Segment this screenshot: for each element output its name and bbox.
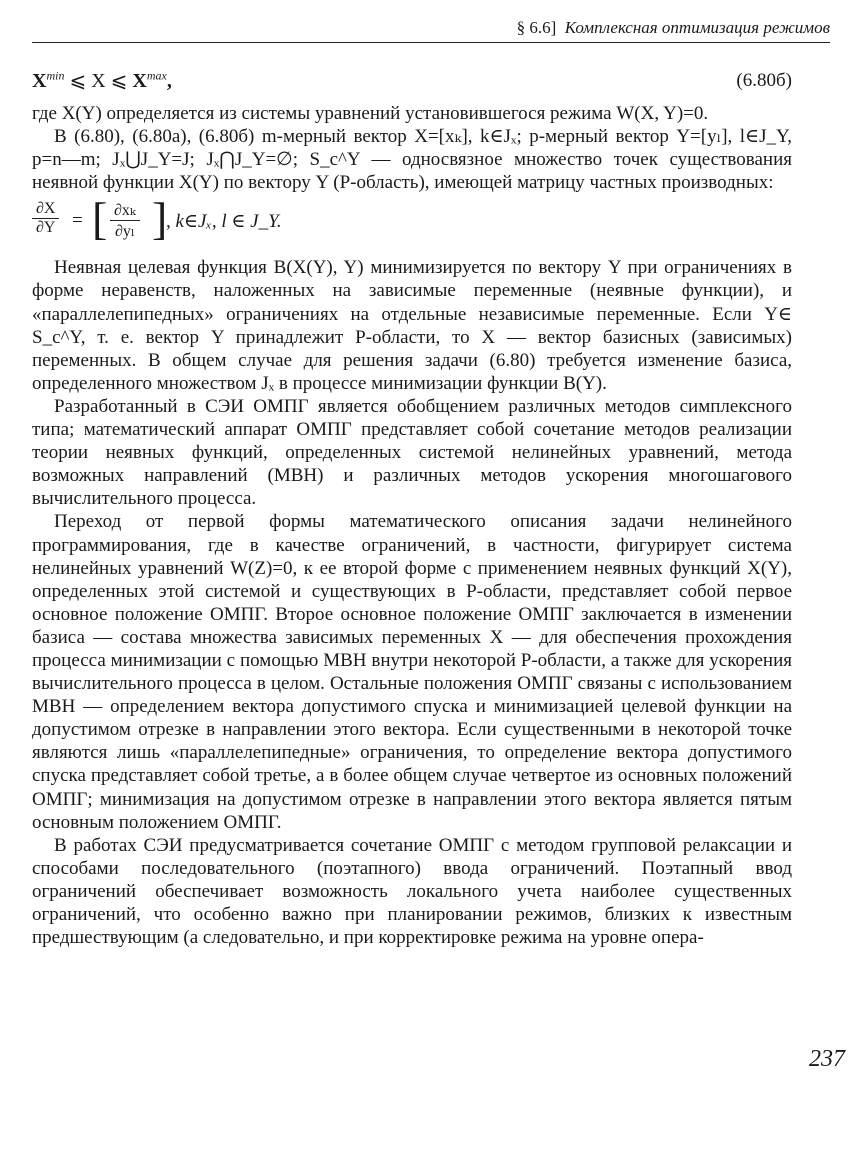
formula-expression: $X^{min}$ ⩽ X ⩽ $X^{max}$,: [32, 68, 172, 92]
page-body: [32, 60, 792, 949]
equals-sign: =: [72, 210, 83, 232]
lhs-numerator: ∂X: [32, 200, 59, 219]
section-number: § 6.6]: [516, 18, 557, 37]
lhs-denominator: ∂Y: [36, 219, 56, 237]
formula-6-80b: [32, 60, 792, 102]
index-sets: , k∈Jₓ, l ∈ J_Y.: [166, 211, 282, 233]
equation-number: (6.80б): [736, 70, 792, 91]
lhs-fraction: [32, 200, 59, 237]
right-bracket: ]: [152, 193, 168, 245]
paragraph-3: Неявная целевая функция B(X(Y), Y) минимизируется по вектору Y при ограничениях в форме неравенств, наложенных на зависимые переменные (неявные функции), и «параллелепипедных» ограничениях на отдельные независимые переменные. Если Y∈ S_c^Y, т. е. вектор Y принадлежит P-области, то X — вектор базисных (зависимых) переменных. В общем случае для решения задачи (6.80) требуется изменение базиса, определенного множеством Jₓ в процессе минимизации функции B(Y).: [32, 257, 792, 394]
paragraph-6: В работах СЭИ предусматривается сочетание ОМПГ с методом групповой релаксации и способами последовательного (поэтапного) ввода ограничений. Поэтапный ввод ограничений обеспечивает возможность локального учета наиболее существенных ограничений, что особенно важно при планировании режимов, близких к известным предшествующим (а следовательно, и при корректировке режима на уровне опера-: [32, 834, 792, 949]
paragraph-4: Разработанный в СЭИ ОМПГ является обобщением различных методов симплексного типа; математический аппарат ОМПГ представляет собой сочетание методов реализации теории неявных функций, определенных системой нелинейных уравнений, метода возможных направлений (МВН) и различных методов ускорения многошагового вычислительного процесса.: [32, 395, 792, 510]
rhs-fraction: [110, 200, 140, 241]
paragraph-1: где X(Y) определяется из системы уравнений установившегося режима W(X, Y)=0.: [32, 103, 709, 124]
page-number: 237: [809, 1046, 845, 1072]
left-bracket: [: [92, 193, 108, 245]
running-title: [517, 18, 830, 38]
running-header: [32, 14, 830, 43]
rhs-denominator: ∂yₗ: [114, 223, 135, 241]
paragraph-2: В (6.80), (6.80а), (6.80б) m-мерный вектор X=[xₖ], k∈Jₓ; p-мерный вектор Y=[yₗ], l∈J_Y, p=n—m; Jₓ⋃J_Y=J; Jₓ⋂J_Y=∅; S_c^Y — односвязное множество точек существования неявной функции X(Y) по вектору Y (P-область), имеющей матрицу частных производных:: [32, 126, 792, 194]
partial-derivative-matrix: [32, 193, 792, 252]
paragraph-5: Переход от первой формы математического описания задачи нелинейного программирования, где в качестве ограничений, в частности, фигурирует система нелинейных уравнений W(Z)=0, к ее второй форме с применением неявных функций X(Y), определенных этой системой и существующих в P-области, представляет собой первое основное положение ОМПГ. Второе основное положение ОМПГ заключается в изменении базиса — состава множества зависимых переменных X — для обеспечения прохождения процесса минимизации с помощью МВН внутри некоторой P-области, а также для ускорения вычислительного процесса в целом. Остальные положения ОМПГ связаны с использованием МВН — определением вектора допустимого спуска и минимизацией целевой функции на допустимом отрезке в направлении этого вектора. Если существенными в некоторой точке являются лишь «параллелепипедные» ограничения, то определение вектора допустимого спуска представляет собой третье, а в более общем случае четвертое из основных положений ОМПГ; минимизация на допустимом отрезке в направлении этого вектора является пятым основным положением ОМПГ.: [32, 511, 792, 833]
chapter-section-title: Комплексная оптимизация режимов: [564, 18, 830, 37]
rhs-numerator: ∂xₖ: [110, 200, 140, 221]
